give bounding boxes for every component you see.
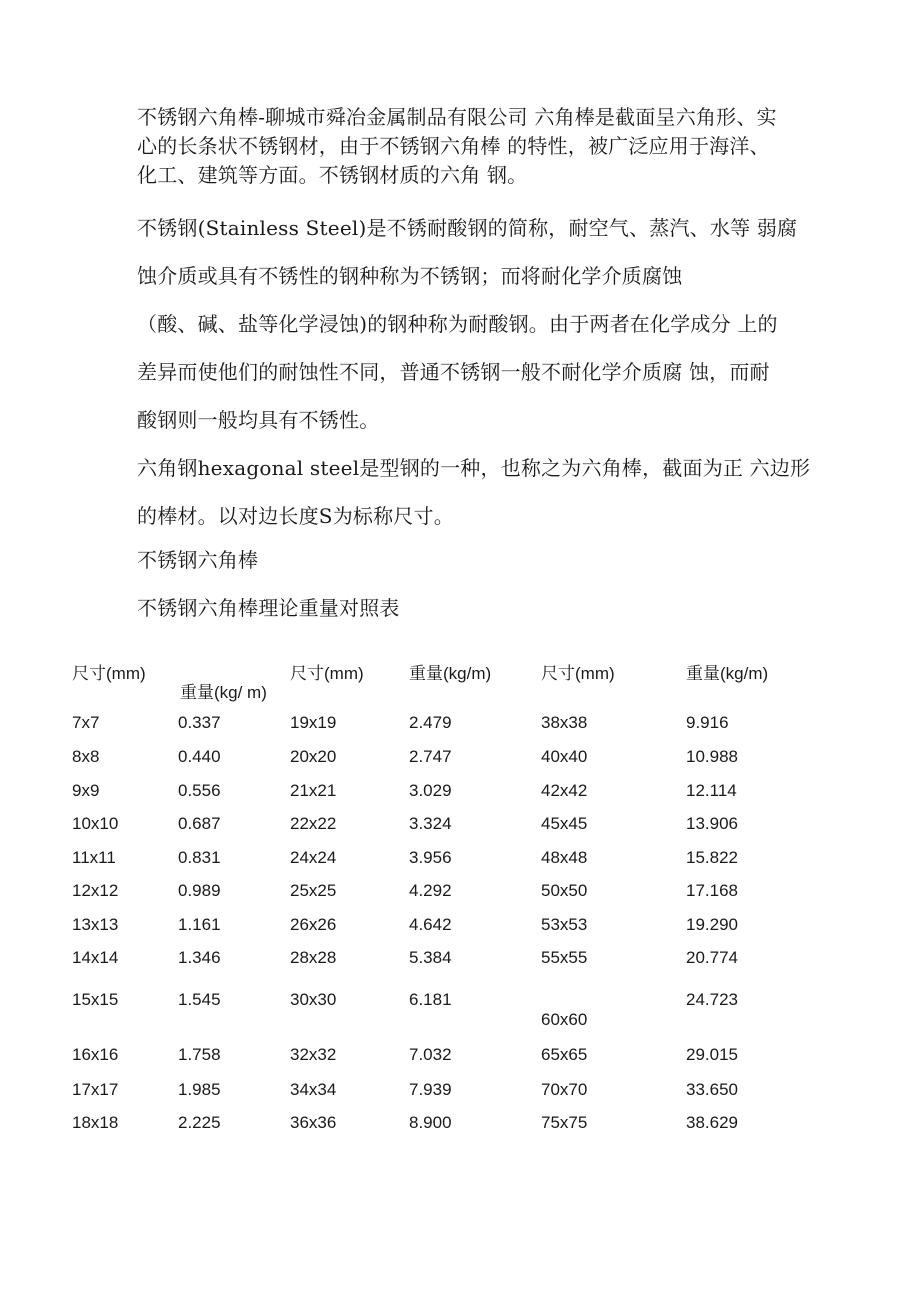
weight-cell: 8.900 <box>409 1113 452 1132</box>
size-cell: 75x75 <box>541 1113 588 1132</box>
header-weight-1: 重量(kg/ m) <box>180 683 267 702</box>
header-weight-2: 重量(kg/m) <box>409 664 492 683</box>
size-cell: 13x13 <box>72 915 119 934</box>
size-cell: 55x55 <box>541 948 588 967</box>
text-line: 差异而使他们的耐蚀性不同，普通不锈钢一般不耐化学介质腐 蚀，而耐 <box>137 360 770 384</box>
size-cell: 18x18 <box>72 1113 119 1132</box>
size-cell: 34x34 <box>290 1080 337 1099</box>
table-row <box>72 848 832 872</box>
size-cell: 40x40 <box>541 747 588 766</box>
size-cell: 19x19 <box>290 713 337 732</box>
size-cell: 16x16 <box>72 1045 119 1064</box>
size-cell: 17x17 <box>72 1080 119 1099</box>
weight-cell: 3.956 <box>409 848 452 867</box>
section-heading: 不锈钢六角棒 <box>137 548 259 572</box>
table-row <box>72 713 832 737</box>
weight-cell: 38.629 <box>686 1113 738 1132</box>
weight-cell: 1.985 <box>178 1080 221 1099</box>
weight-cell: 3.324 <box>409 814 452 833</box>
weight-cell: 0.440 <box>178 747 221 766</box>
size-cell: 30x30 <box>290 990 337 1009</box>
header-size-1: 尺寸(mm) <box>72 664 146 683</box>
weight-cell: 12.114 <box>686 781 737 800</box>
weight-cell: 0.687 <box>178 814 221 833</box>
weight-cell: 33.650 <box>686 1080 738 1099</box>
text-line: （酸、碱、盐等化学浸蚀)的钢种称为耐酸钢。由于两者在化学成分 上的 <box>137 312 778 336</box>
size-cell: 22x22 <box>290 814 337 833</box>
weight-cell: 5.384 <box>409 948 452 967</box>
size-cell: 45x45 <box>541 814 588 833</box>
size-cell: 10x10 <box>72 814 119 833</box>
size-cell: 48x48 <box>541 848 588 867</box>
size-cell: 8x8 <box>72 747 100 766</box>
size-cell: 11x11 <box>72 848 116 867</box>
size-cell: 38x38 <box>541 713 588 732</box>
weight-cell: 1.161 <box>178 915 221 934</box>
weight-cell: 9.916 <box>686 713 729 732</box>
size-cell: 53x53 <box>541 915 588 934</box>
header-size-3: 尺寸(mm) <box>541 664 615 683</box>
text-line: 不锈钢(Stainless Steel)是不锈耐酸钢的简称，耐空气、蒸汽、水等 弱腐 <box>137 216 798 240</box>
size-cell: 15x15 <box>72 990 119 1009</box>
weight-cell: 2.747 <box>409 747 452 766</box>
stainless-steel-paragraph <box>137 204 837 444</box>
text-line: 的棒材。以对边长度S为标称尺寸。 <box>137 504 454 528</box>
size-cell: 9x9 <box>72 781 100 800</box>
weight-cell: 2.479 <box>409 713 452 732</box>
weight-cell: 2.225 <box>178 1113 221 1132</box>
size-cell: 70x70 <box>541 1080 588 1099</box>
size-cell: 14x14 <box>72 948 119 967</box>
table-row <box>72 915 832 939</box>
weight-cell: 0.831 <box>178 848 221 867</box>
header-size-2: 尺寸(mm) <box>290 664 364 683</box>
weight-cell: 4.642 <box>409 915 452 934</box>
table-row <box>72 1045 832 1069</box>
size-cell: 65x65 <box>541 1045 588 1064</box>
weight-cell: 1.758 <box>178 1045 221 1064</box>
table-row <box>72 1080 832 1104</box>
size-cell: 24x24 <box>290 848 337 867</box>
weight-cell: 1.346 <box>178 948 221 967</box>
table-row <box>72 990 832 1029</box>
weight-cell: 13.906 <box>686 814 738 833</box>
text-line: 化工、建筑等方面。不锈钢材质的六角 钢。 <box>137 163 528 187</box>
weight-cell: 3.029 <box>409 781 452 800</box>
weight-cell: 19.290 <box>686 915 738 934</box>
weight-cell: 4.292 <box>409 881 452 900</box>
table-title: 不锈钢六角棒理论重量对照表 <box>137 596 400 620</box>
size-cell: 25x25 <box>290 881 337 900</box>
size-cell: 50x50 <box>541 881 588 900</box>
text-line: 不锈钢六角棒-聊城市舜冶金属制品有限公司 六角棒是截面呈六角形、实 <box>137 105 777 129</box>
weight-cell: 17.168 <box>686 881 738 900</box>
table-header-row <box>72 655 832 702</box>
intro-paragraph <box>137 103 837 190</box>
size-cell: 21x21 <box>290 781 337 800</box>
size-cell: 28x28 <box>290 948 337 967</box>
size-cell: 36x36 <box>290 1113 337 1132</box>
text-line: 六角钢hexagonal steel是型钢的一种，也称之为六角棒，截面为正 六边形 <box>137 456 811 480</box>
size-cell: 26x26 <box>290 915 337 934</box>
table-row <box>72 747 832 771</box>
weight-cell: 1.545 <box>178 990 221 1009</box>
weight-cell: 10.988 <box>686 747 738 766</box>
table-row <box>72 781 832 805</box>
weight-cell: 29.015 <box>686 1045 738 1064</box>
weight-cell: 7.032 <box>409 1045 452 1064</box>
weight-cell: 7.939 <box>409 1080 452 1099</box>
header-weight-3: 重量(kg/m) <box>686 664 769 683</box>
table-row <box>72 814 832 838</box>
weight-cell: 20.774 <box>686 948 738 967</box>
hexagonal-steel-paragraph <box>137 444 837 540</box>
table-row <box>72 1113 832 1137</box>
size-cell: 60x60 <box>541 1010 588 1029</box>
table-row <box>72 948 832 972</box>
size-cell: 7x7 <box>72 713 100 732</box>
size-cell: 20x20 <box>290 747 337 766</box>
size-cell: 42x42 <box>541 781 588 800</box>
text-line: 心的长条状不锈钢材，由于不锈钢六角棒 的特性，被广泛应用于海洋、 <box>137 134 770 158</box>
size-cell: 32x32 <box>290 1045 337 1064</box>
text-line: 蚀介质或具有不锈性的钢种称为不锈钢；而将耐化学介质腐蚀 <box>137 264 683 288</box>
weight-cell: 0.989 <box>178 881 221 900</box>
weight-cell: 24.723 <box>686 990 738 1009</box>
table-row <box>72 881 832 905</box>
weight-cell: 0.556 <box>178 781 221 800</box>
weight-cell: 6.181 <box>409 990 452 1009</box>
weight-cell: 0.337 <box>178 713 221 732</box>
text-line: 酸钢则一般均具有不锈性。 <box>137 408 380 432</box>
weight-cell: 15.822 <box>686 848 738 867</box>
size-cell: 12x12 <box>72 881 119 900</box>
